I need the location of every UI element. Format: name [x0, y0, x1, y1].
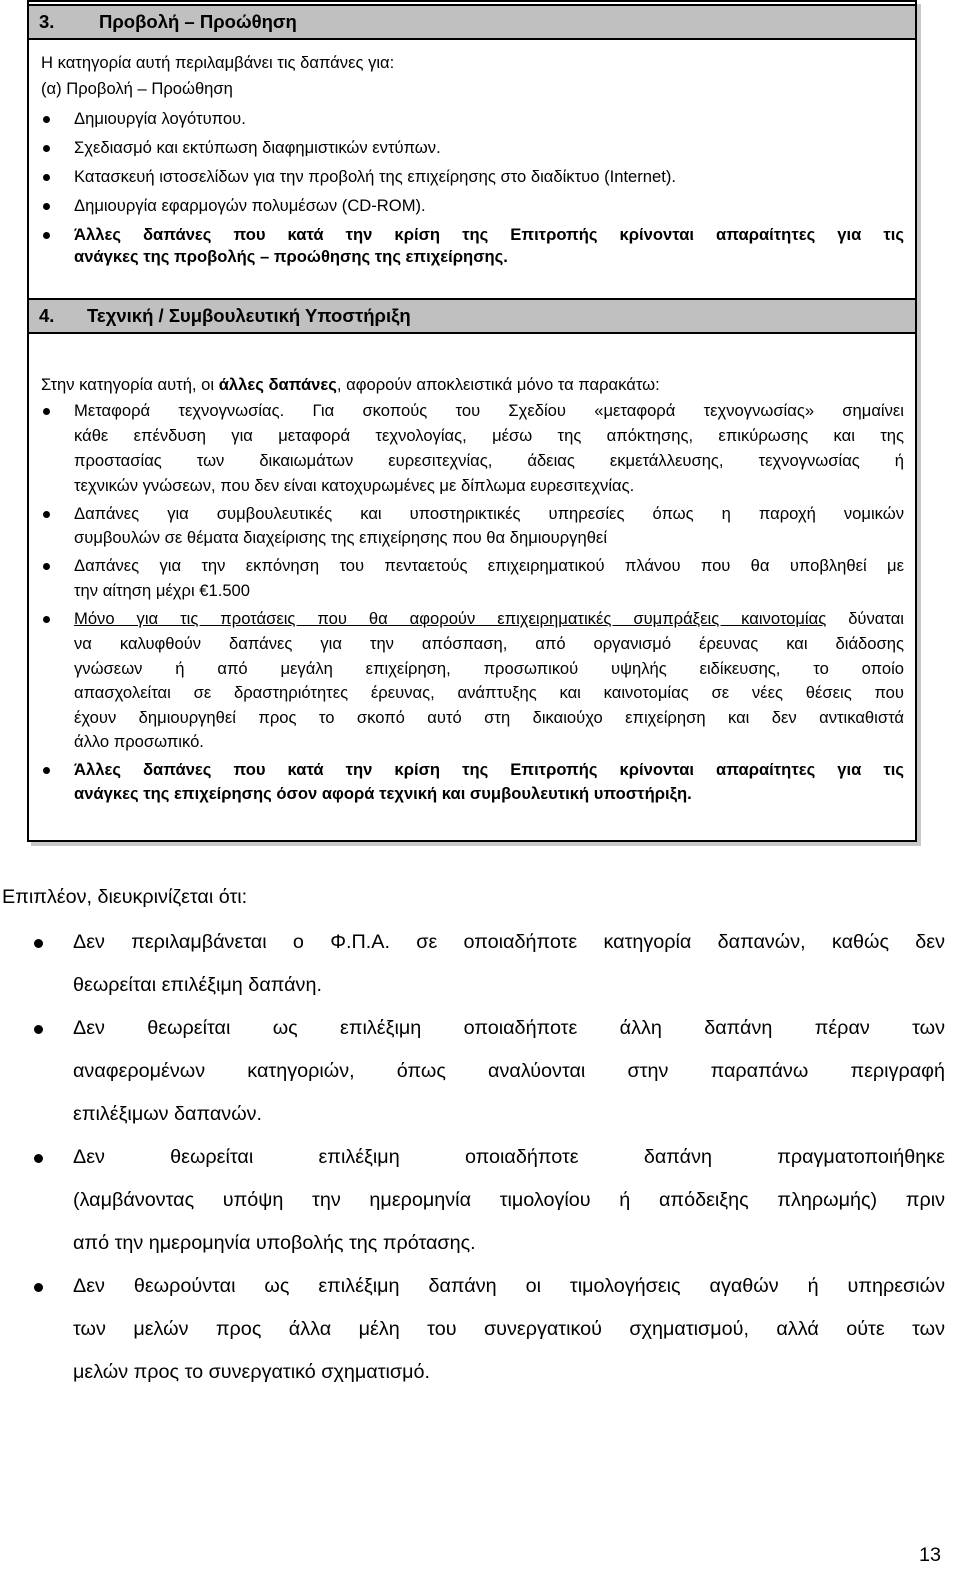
- section4-header: [29, 298, 915, 334]
- clarification-line: (λαμβάνοντας υπόψη την ημερομηνία τιμολογίου ή απόδειξης πληρωμής) πριν: [73, 1189, 945, 1211]
- intro-bold-text: άλλες δαπάνες: [218, 375, 337, 394]
- bullet-icon: [34, 1154, 43, 1163]
- section4-item1-line: προστασίας των δικαιωμάτων ευρεσιτεχνίας, άδειας εκμετάλλευσης, τεχνογνωσίας ή: [74, 451, 904, 470]
- section3-sub: (α) Προβολή – Προώθηση: [41, 79, 233, 98]
- section4-item1-line: Μεταφορά τεχνογνωσίας. Για σκοπούς του Σχεδίου «μεταφορά τεχνογνωσίας» σημαίνει: [74, 401, 904, 420]
- clarification-line: Δεν θεωρούνται ως επιλέξιμη δαπάνη οι τιμολογήσεις αγαθών ή υπηρεσιών: [73, 1275, 945, 1297]
- section3-item: Κατασκευή ιστοσελίδων για την προβολή της επιχείρησης στο διαδίκτυο (Internet).: [74, 167, 677, 186]
- section4-item4-line: να καλυφθούν δαπάνες για την απόσπαση, από οργανισμό έρευνας και διάδοσης: [74, 634, 904, 653]
- clarification-line: Δεν θεωρείται επιλέξιμη οποιαδήποτε δαπάνη πραγματοποιήθηκε: [73, 1146, 945, 1168]
- section4-item4-line: έχουν δημιουργηθεί προς το σκοπό αυτό στη δικαιούχο επιχείρηση και δεν αντικαθιστά: [74, 708, 904, 727]
- section4-item1-line: κάθε επένδυση για μεταφορά τεχνολογίας, μέσω της απόκτησης, επικύρωσης και της: [74, 426, 904, 445]
- bullet-icon: [43, 232, 50, 239]
- bullet-icon: [34, 1025, 43, 1034]
- clarifications-heading: Επιπλέον, διευκρινίζεται ότι:: [2, 886, 248, 908]
- section4-item5-line: Άλλες δαπάνες που κατά την κρίση της Επιτροπής κρίνονται απαραίτητες για τις: [74, 760, 904, 779]
- section3-item: Δημιουργία εφαρμογών πολυμέσων (CD-ROM).: [74, 196, 426, 215]
- bullet-icon: [43, 116, 50, 123]
- clarification-line: αναφερομένων κατηγοριών, όπως αναλύονται στην παραπάνω περιγραφή: [73, 1060, 945, 1082]
- section4-title: Τεχνική / Συμβουλευτική Υποστήριξη: [87, 305, 411, 326]
- section4-item4-line: γνώσεων ή από μεγάλη επιχείρηση, προσωπικού υψηλής ειδίκευσης, το οποίο: [74, 659, 904, 678]
- section4-item4-line: άλλο προσωπικό.: [74, 732, 204, 751]
- bullet-icon: [34, 1283, 43, 1292]
- section4-item2-line: Δαπάνες για συμβουλευτικές και υποστηρικτικές υπηρεσίες όπως η παροχή νομικών: [74, 504, 904, 523]
- bullet-icon: [43, 563, 50, 570]
- box-shadow-bottom: [31, 842, 921, 846]
- clarification-line: μελών προς το συνεργατικό σχηματισμό.: [73, 1361, 431, 1383]
- section4-item3-line: Δαπάνες για την εκπόνηση του πενταετούς επιχειρηματικού πλάνου που θα υποβληθεί με: [74, 556, 904, 575]
- section4-item4-line: απασχολείται σε δραστηριότητες έρευνας, ανάπτυξης και καινοτομίας σε νέες θέσεις που: [74, 683, 904, 702]
- section3-header: [29, 4, 915, 40]
- clarification-line: των μελών προς άλλα μέλη του συνεργατικού σχηματισμού, αλλά ούτε των: [73, 1318, 945, 1340]
- bullet-icon: [34, 939, 43, 948]
- section3-title: Προβολή – Προώθηση: [99, 11, 297, 32]
- clarification-line: Δεν περιλαμβάνεται ο Φ.Π.Α. σε οποιαδήποτε κατηγορία δαπανών, καθώς δεν: [73, 931, 945, 953]
- section3-bold-item-line: ανάγκες της προβολής – προώθησης της επιχείρησης.: [74, 247, 508, 266]
- bullet-icon: [43, 511, 50, 518]
- section4-item2-line: συμβουλών σε θέματα διαχείρισης της επιχείρησης που θα δημιουργηθεί: [74, 528, 608, 547]
- section3-intro: Η κατηγορία αυτή περιλαμβάνει τις δαπάνες για:: [41, 53, 395, 72]
- box-shadow-right: [917, 4, 921, 846]
- item4-underlined-text: Μόνο για τις προτάσεις που θα αφορούν επιχειρηματικές συμπράξεις καινοτομίας: [74, 609, 827, 628]
- section4-item3-line: [74, 581, 904, 601]
- section3-bold-item-line: Άλλες δαπάνες που κατά την κρίση της Επιτροπής κρίνονται απαραίτητες για τις: [74, 225, 904, 244]
- section4-item4-line: [74, 609, 904, 629]
- section3-item: Σχεδιασμό και εκτύπωση διαφημιστικών εντύπων.: [74, 138, 441, 157]
- page-number: 13: [919, 1544, 942, 1566]
- section3-number: 3.: [39, 11, 55, 32]
- section4-item1-line: τεχνικών γνώσεων, που δεν είναι κατοχυρωμένες με δίπλωμα ευρεσιτεχνίας.: [74, 476, 635, 495]
- bullet-icon: [43, 616, 50, 623]
- bullet-icon: [43, 174, 50, 181]
- bullet-icon: [43, 203, 50, 210]
- clarification-line: επιλέξιμων δαπανών.: [73, 1103, 263, 1125]
- bullet-icon: [43, 145, 50, 152]
- clarification-line: θεωρείται επιλέξιμη δαπάνη.: [73, 974, 322, 996]
- intro-text-end: , αφορούν αποκλειστικά μόνο τα παρακάτω:: [336, 375, 660, 394]
- section4-intro: [41, 375, 660, 395]
- section4-number: 4.: [39, 305, 55, 326]
- bullet-icon: [43, 767, 50, 774]
- item4-text: δύναται: [826, 609, 904, 628]
- categories-box: [27, 0, 917, 842]
- clarification-line: από την ημερομηνία υποβολής της πρότασης.: [73, 1232, 476, 1254]
- bullet-icon: [43, 408, 50, 415]
- clarification-line: Δεν θεωρείται ως επιλέξιμη οποιαδήποτε άλλη δαπάνη πέραν των: [73, 1017, 945, 1039]
- intro-text: Στην κατηγορία αυτή, οι: [41, 375, 219, 394]
- item3-amount: €1.500: [199, 581, 251, 600]
- section4-item5-line: ανάγκες της επιχείρησης όσον αφορά τεχνική και συμβουλευτική υποστήριξη.: [74, 784, 692, 803]
- section3-item: Δημιουργία λογότυπου.: [74, 109, 246, 128]
- item3-text: την αίτηση μέχρι: [74, 581, 200, 600]
